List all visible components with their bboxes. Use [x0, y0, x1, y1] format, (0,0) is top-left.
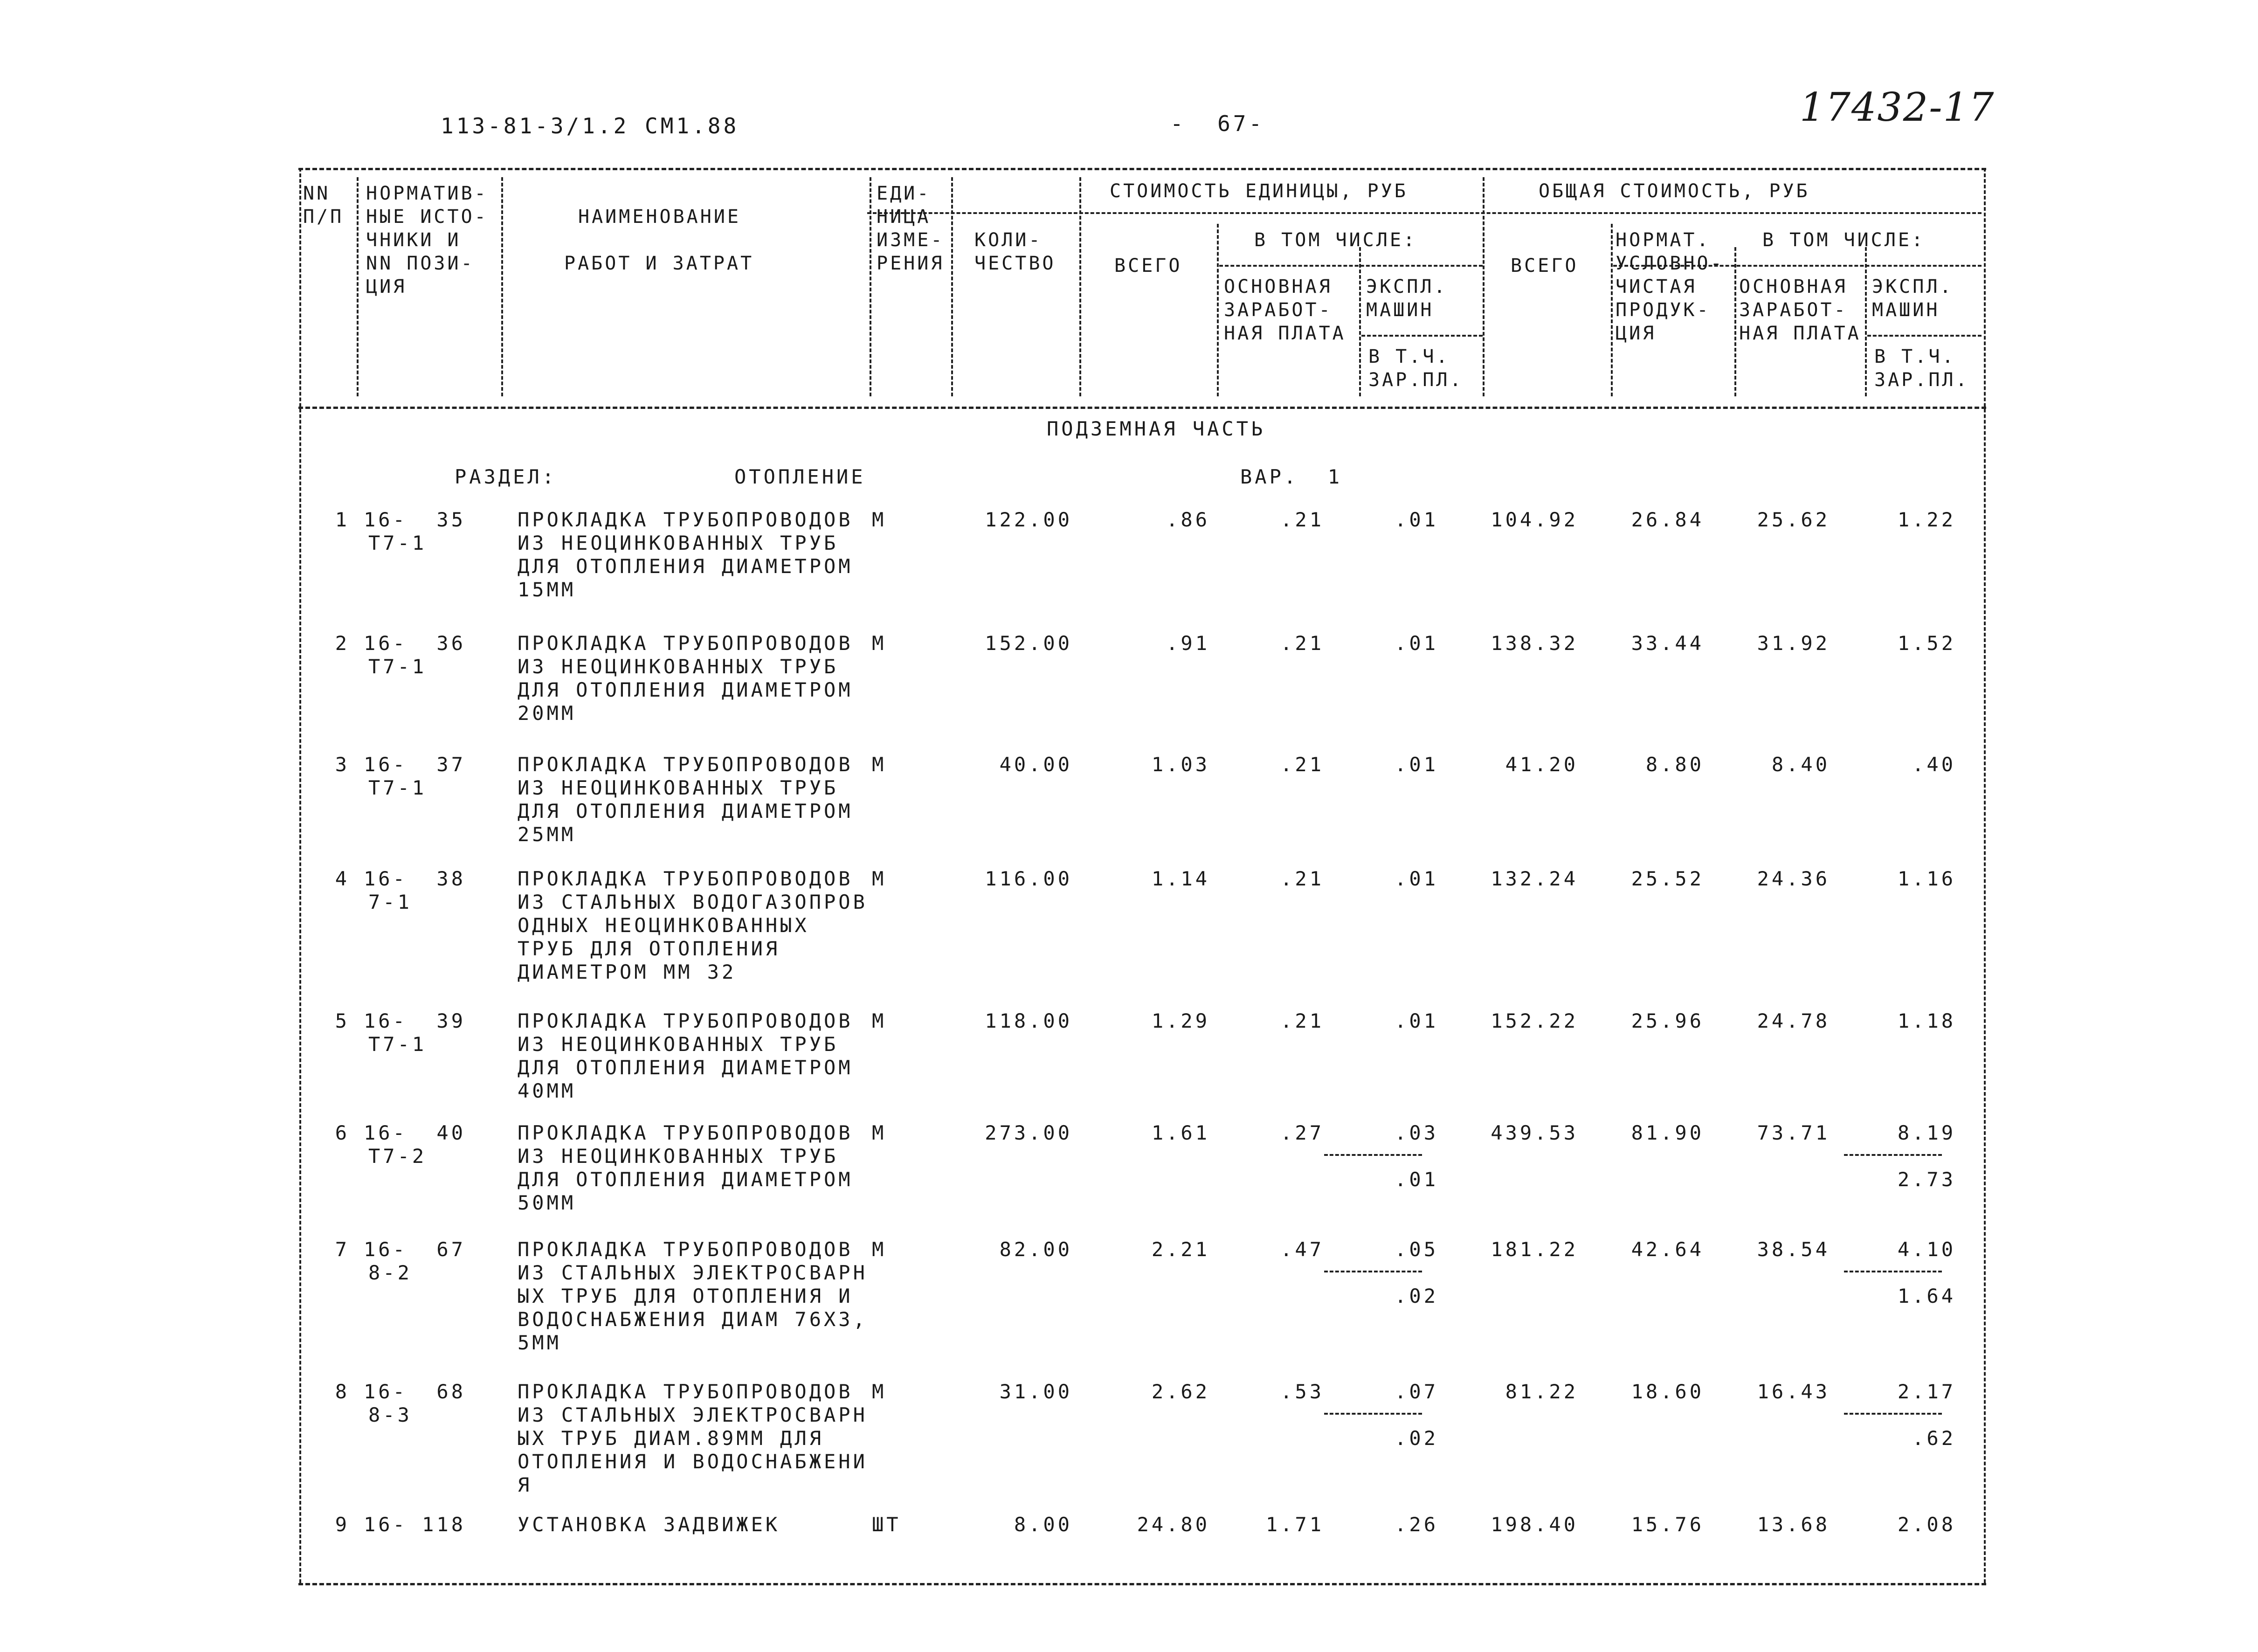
- row-code-sub: 7-1: [368, 891, 412, 913]
- row-name-line: ЫХ ТРУБ ДЛЯ ОТОПЛЕНИЯ И: [518, 1285, 853, 1307]
- header-bottom-rule: [298, 407, 1986, 409]
- cell-u-osn: .21: [1280, 753, 1324, 776]
- cell-u-mash: .01: [1395, 508, 1438, 531]
- row-code: 16- 38: [364, 867, 466, 890]
- header-col-sep: [501, 177, 503, 396]
- cell-qty: 273.00: [985, 1121, 1072, 1144]
- document-code: 113-81-3/1.2 СМ1.88: [441, 113, 739, 138]
- table-right-edge: [1984, 168, 1986, 1583]
- row-code: 16- 36: [364, 632, 466, 655]
- cell-qty: 8.00: [1014, 1513, 1072, 1536]
- cell-t-osn: 8.40: [1771, 753, 1830, 776]
- header-col-sep: [1734, 247, 1736, 396]
- cell-u-zp: .02: [1395, 1427, 1438, 1450]
- row-name-line: ТРУБ ДЛЯ ОТОПЛЕНИЯ: [518, 937, 780, 960]
- row-name-line: ОТОПЛЕНИЯ И ВОДОСНАБЖЕНИ: [518, 1450, 868, 1473]
- header-normative-source: НОРМАТИВ- НЫЕ ИСТО- ЧНИКИ И NN ПОЗИ- ЦИЯ: [366, 183, 488, 297]
- cell-u-mash: .03: [1395, 1121, 1438, 1144]
- section-part-title: ПОДЗЕМНАЯ ЧАСТЬ: [1047, 417, 1266, 440]
- cell-u-total: 24.80: [1137, 1513, 1210, 1536]
- row-number: 2: [335, 632, 350, 655]
- header-total-machines: ЭКСПЛ. МАШИН: [1872, 276, 1954, 321]
- cell-u-total: 1.03: [1151, 753, 1210, 776]
- row-name-line: ЫХ ТРУБ ДИАМ.89ММ ДЛЯ: [518, 1427, 824, 1450]
- section-label: РАЗДЕЛ:: [455, 465, 557, 488]
- row-number: 5: [335, 1009, 350, 1032]
- row-number: 3: [335, 753, 350, 776]
- row-code: 16- 39: [364, 1009, 466, 1032]
- header-nn: NN П/П: [303, 183, 344, 228]
- row-code-sub: 8-3: [368, 1403, 412, 1426]
- row-name-line: ИЗ СТАЛЬНЫХ ЭЛЕКТРОСВАРН: [518, 1261, 868, 1284]
- cell-t-mash: 2.17: [1897, 1380, 1956, 1403]
- row-code: 16- 35: [364, 508, 466, 531]
- handwritten-number: 17432-17: [1800, 84, 1995, 130]
- cell-u-zp: .01: [1395, 1168, 1438, 1191]
- row-number: 8: [335, 1380, 350, 1403]
- row-name-line: ПРОКЛАДКА ТРУБОПРОВОДОВ: [518, 1238, 853, 1261]
- header-total-basic-wage: ОСНОВНАЯ ЗАРАБОТ- НАЯ ПЛАТА: [1739, 276, 1861, 344]
- cell-t-normat: 25.96: [1631, 1009, 1704, 1032]
- row-name-line: ПРОКЛАДКА ТРУБОПРОВОДОВ: [518, 1009, 853, 1032]
- row-name-line: 5ММ: [518, 1331, 561, 1354]
- cell-t-mash: 1.52: [1897, 632, 1956, 655]
- header-col-sep: [1865, 247, 1867, 396]
- header-col-sep: [1359, 247, 1361, 396]
- row-name-line: ПРОКЛАДКА ТРУБОПРОВОДОВ: [518, 1380, 853, 1403]
- cell-qty: 82.00: [999, 1238, 1072, 1261]
- cell-t-osn: 13.68: [1757, 1513, 1830, 1536]
- table-bottom-rule: [298, 1583, 1986, 1585]
- row-name-line: ДЛЯ ОТОПЛЕНИЯ ДИАМЕТРОМ: [518, 1056, 853, 1079]
- row-unit: М: [872, 632, 887, 655]
- row-code-sub: Т7-1: [368, 532, 427, 554]
- table-left-edge: [299, 168, 301, 1583]
- cell-separator: [1844, 1154, 1942, 1156]
- cell-u-mash: .07: [1395, 1380, 1438, 1403]
- cell-t-total: 81.22: [1505, 1380, 1578, 1403]
- cell-separator: [1324, 1154, 1422, 1156]
- header-col-sep: [1079, 177, 1081, 396]
- row-name-line: ДЛЯ ОТОПЛЕНИЯ ДИАМЕТРОМ: [518, 800, 853, 823]
- cell-qty: 40.00: [999, 753, 1072, 776]
- row-name-line: ИЗ НЕОЦИНКОВАННЫХ ТРУБ: [518, 532, 839, 554]
- page-number: - 67-: [1170, 111, 1265, 136]
- row-name-line: ИЗ НЕОЦИНКОВАННЫХ ТРУБ: [518, 655, 839, 678]
- header-total-normat: НОРМАТ. УСЛОВНО- ЧИСТАЯ ПРОДУК- ЦИЯ: [1616, 229, 1724, 344]
- cell-separator: [1844, 1271, 1942, 1272]
- row-name-line: 25ММ: [518, 823, 576, 846]
- cell-t-normat: 33.44: [1631, 632, 1704, 655]
- row-name-line: ОДНЫХ НЕОЦИНКОВАННЫХ: [518, 914, 809, 937]
- header-col-sep: [357, 177, 359, 396]
- row-unit: М: [872, 1009, 887, 1032]
- section-variant: ВАР. 1: [1240, 465, 1343, 488]
- row-code: 16- 118: [364, 1513, 466, 1536]
- header-unit-machines-wage: В Т.Ч. ЗАР.ПЛ.: [1368, 346, 1464, 391]
- cell-u-osn: .21: [1280, 632, 1324, 655]
- row-name-line: 50ММ: [518, 1191, 576, 1214]
- row-unit: М: [872, 508, 887, 531]
- row-code: 16- 67: [364, 1238, 466, 1261]
- cell-t-normat: 81.90: [1631, 1121, 1704, 1144]
- row-name-line: ПРОКЛАДКА ТРУБОПРОВОДОВ: [518, 753, 853, 776]
- cell-u-total: 1.14: [1151, 867, 1210, 890]
- cell-t-zp: .62: [1912, 1427, 1956, 1450]
- cell-separator: [1324, 1271, 1422, 1272]
- header-name-line2: РАБОТ И ЗАТРАТ: [564, 253, 754, 274]
- section-name: ОТОПЛЕНИЕ: [734, 465, 866, 488]
- cell-u-mash: .01: [1395, 753, 1438, 776]
- header-col-sep: [870, 177, 871, 396]
- cell-t-osn: 24.78: [1757, 1009, 1830, 1032]
- cell-u-total: 1.61: [1151, 1121, 1210, 1144]
- cell-u-total: .91: [1166, 632, 1210, 655]
- header-group-rule: [867, 212, 1982, 214]
- header-unit-total: ВСЕГО: [1114, 255, 1182, 276]
- row-number: 9: [335, 1513, 350, 1536]
- cell-qty: 122.00: [985, 508, 1072, 531]
- row-number: 7: [335, 1238, 350, 1261]
- cell-t-osn: 31.92: [1757, 632, 1830, 655]
- cell-u-osn: .21: [1280, 1009, 1324, 1032]
- row-name-line: ИЗ НЕОЦИНКОВАННЫХ ТРУБ: [518, 1033, 839, 1056]
- row-name-line: ПРОКЛАДКА ТРУБОПРОВОДОВ: [518, 508, 853, 531]
- cell-qty: 31.00: [999, 1380, 1072, 1403]
- cell-t-total: 198.40: [1491, 1513, 1578, 1536]
- cell-u-osn: 1.71: [1265, 1513, 1324, 1536]
- cell-u-mash: .01: [1395, 632, 1438, 655]
- cell-t-normat: 26.84: [1631, 508, 1704, 531]
- cell-t-normat: 18.60: [1631, 1380, 1704, 1403]
- cell-t-total: 152.22: [1491, 1009, 1578, 1032]
- cell-qty: 152.00: [985, 632, 1072, 655]
- row-name-line: ИЗ НЕОЦИНКОВАННЫХ ТРУБ: [518, 1145, 839, 1168]
- header-unit-machines: ЭКСПЛ. МАШИН: [1366, 276, 1448, 321]
- table-top-rule: [298, 168, 1986, 170]
- row-name-line: ИЗ НЕОЦИНКОВАННЫХ ТРУБ: [518, 776, 839, 799]
- row-unit: М: [872, 753, 887, 776]
- row-code-sub: 8-2: [368, 1261, 412, 1284]
- row-name-line: ПРОКЛАДКА ТРУБОПРОВОДОВ: [518, 632, 853, 655]
- cell-u-osn: .27: [1280, 1121, 1324, 1144]
- cell-separator: [1324, 1413, 1422, 1415]
- row-name-line: 40ММ: [518, 1079, 576, 1102]
- header-col-sep: [1611, 224, 1613, 396]
- cell-t-mash: .40: [1912, 753, 1956, 776]
- row-unit: ШТ: [872, 1513, 901, 1536]
- row-name-line: ПРОКЛАДКА ТРУБОПРОВОДОВ: [518, 1121, 853, 1144]
- cell-t-mash: 1.16: [1897, 867, 1956, 890]
- cell-t-total: 439.53: [1491, 1121, 1578, 1144]
- cell-t-osn: 73.71: [1757, 1121, 1830, 1144]
- cell-u-osn: .21: [1280, 508, 1324, 531]
- cell-t-total: 104.92: [1491, 508, 1578, 531]
- row-name-line: ВОДОСНАБЖЕНИЯ ДИАМ 76Х3,: [518, 1308, 868, 1331]
- header-total-all: ВСЕГО: [1511, 255, 1579, 276]
- header-unit-cost: СТОИМОСТЬ ЕДИНИЦЫ, РУБ: [1110, 180, 1408, 202]
- cell-t-normat: 15.76: [1631, 1513, 1704, 1536]
- header-total-machines-wage: В Т.Ч. ЗАР.ПЛ.: [1874, 346, 1969, 391]
- row-number: 1: [335, 508, 350, 531]
- cell-t-osn: 16.43: [1757, 1380, 1830, 1403]
- cell-t-osn: 38.54: [1757, 1238, 1830, 1261]
- row-name-line: ИЗ СТАЛЬНЫХ ЭЛЕКТРОСВАРН: [518, 1403, 868, 1426]
- row-number: 6: [335, 1121, 350, 1144]
- cell-t-zp: 1.64: [1897, 1285, 1956, 1307]
- row-code-sub: Т7-1: [368, 1033, 427, 1056]
- row-number: 4: [335, 867, 350, 890]
- cell-t-normat: 8.80: [1645, 753, 1704, 776]
- row-code: 16- 37: [364, 753, 466, 776]
- cell-t-total: 132.24: [1491, 867, 1578, 890]
- row-code-sub: Т7-2: [368, 1145, 427, 1168]
- cell-t-zp: 2.73: [1897, 1168, 1956, 1191]
- row-name-line: ДИАМЕТРОМ ММ 32: [518, 961, 737, 983]
- cell-t-mash: 8.19: [1897, 1121, 1956, 1144]
- row-code: 16- 68: [364, 1380, 466, 1403]
- cell-u-osn: .47: [1280, 1238, 1324, 1261]
- row-name-line: 15ММ: [518, 578, 576, 601]
- cell-u-osn: .53: [1280, 1380, 1324, 1403]
- header-unit-basic-wage: ОСНОВНАЯ ЗАРАБОТ- НАЯ ПЛАТА: [1224, 276, 1346, 344]
- row-name-line: ДЛЯ ОТОПЛЕНИЯ ДИАМЕТРОМ: [518, 1168, 853, 1191]
- cell-separator: [1844, 1413, 1942, 1415]
- header-col-sep: [1217, 224, 1219, 396]
- header-group-rule: [1867, 335, 1982, 337]
- row-name-line: Я: [518, 1473, 532, 1496]
- cell-t-mash: 1.22: [1897, 508, 1956, 531]
- row-name-line: УСТАНОВКА ЗАДВИЖЕК: [518, 1513, 780, 1536]
- cell-t-mash: 2.08: [1897, 1513, 1956, 1536]
- cell-qty: 118.00: [985, 1009, 1072, 1032]
- cell-t-normat: 42.64: [1631, 1238, 1704, 1261]
- header-col-sep: [951, 177, 953, 396]
- row-code-sub: Т7-1: [368, 655, 427, 678]
- header-unit: ЕДИ- НИЦА ИЗМЕ- РЕНИЯ: [877, 183, 945, 274]
- cell-u-zp: .02: [1395, 1285, 1438, 1307]
- row-unit: М: [872, 1238, 887, 1261]
- cell-qty: 116.00: [985, 867, 1072, 890]
- row-code: 16- 40: [364, 1121, 466, 1144]
- cell-u-mash: .01: [1395, 1009, 1438, 1032]
- header-unit-incl: В ТОМ ЧИСЛЕ:: [1254, 229, 1417, 251]
- cell-u-mash: .01: [1395, 867, 1438, 890]
- row-unit: М: [872, 1380, 887, 1403]
- row-unit: М: [872, 867, 887, 890]
- row-unit: М: [872, 1121, 887, 1144]
- cell-u-osn: .21: [1280, 867, 1324, 890]
- cell-t-mash: 4.10: [1897, 1238, 1956, 1261]
- row-name-line: ДЛЯ ОТОПЛЕНИЯ ДИАМЕТРОМ: [518, 555, 853, 578]
- cell-t-osn: 25.62: [1757, 508, 1830, 531]
- cell-t-osn: 24.36: [1757, 867, 1830, 890]
- row-name-line: ИЗ СТАЛЬНЫХ ВОДОГАЗОПРОВ: [518, 891, 868, 913]
- cell-u-total: 1.29: [1151, 1009, 1210, 1032]
- header-quantity: КОЛИ- ЧЕСТВО: [974, 229, 1056, 274]
- header-total-incl: В ТОМ ЧИСЛЕ:: [1762, 229, 1925, 251]
- row-name-line: ПРОКЛАДКА ТРУБОПРОВОДОВ: [518, 867, 853, 890]
- row-name-line: ДЛЯ ОТОПЛЕНИЯ ДИАМЕТРОМ: [518, 678, 853, 701]
- cell-t-normat: 25.52: [1631, 867, 1704, 890]
- cell-t-mash: 1.18: [1897, 1009, 1956, 1032]
- cell-u-mash: .05: [1395, 1238, 1438, 1261]
- cell-u-total: 2.21: [1151, 1238, 1210, 1261]
- header-group-rule: [1219, 265, 1483, 267]
- header-total-cost: ОБЩАЯ СТОИМОСТЬ, РУБ: [1539, 180, 1810, 202]
- cell-t-total: 41.20: [1505, 753, 1578, 776]
- cell-t-total: 138.32: [1491, 632, 1578, 655]
- cell-t-total: 181.22: [1491, 1238, 1578, 1261]
- header-name-line1: НАИМЕНОВАНИЕ: [578, 206, 741, 228]
- cell-u-total: .86: [1166, 508, 1210, 531]
- header-group-rule: [1361, 335, 1483, 337]
- row-code-sub: Т7-1: [368, 776, 427, 799]
- cell-u-mash: .26: [1395, 1513, 1438, 1536]
- cell-u-total: 2.62: [1151, 1380, 1210, 1403]
- row-name-line: 20ММ: [518, 702, 576, 725]
- header-col-sep: [1483, 177, 1485, 396]
